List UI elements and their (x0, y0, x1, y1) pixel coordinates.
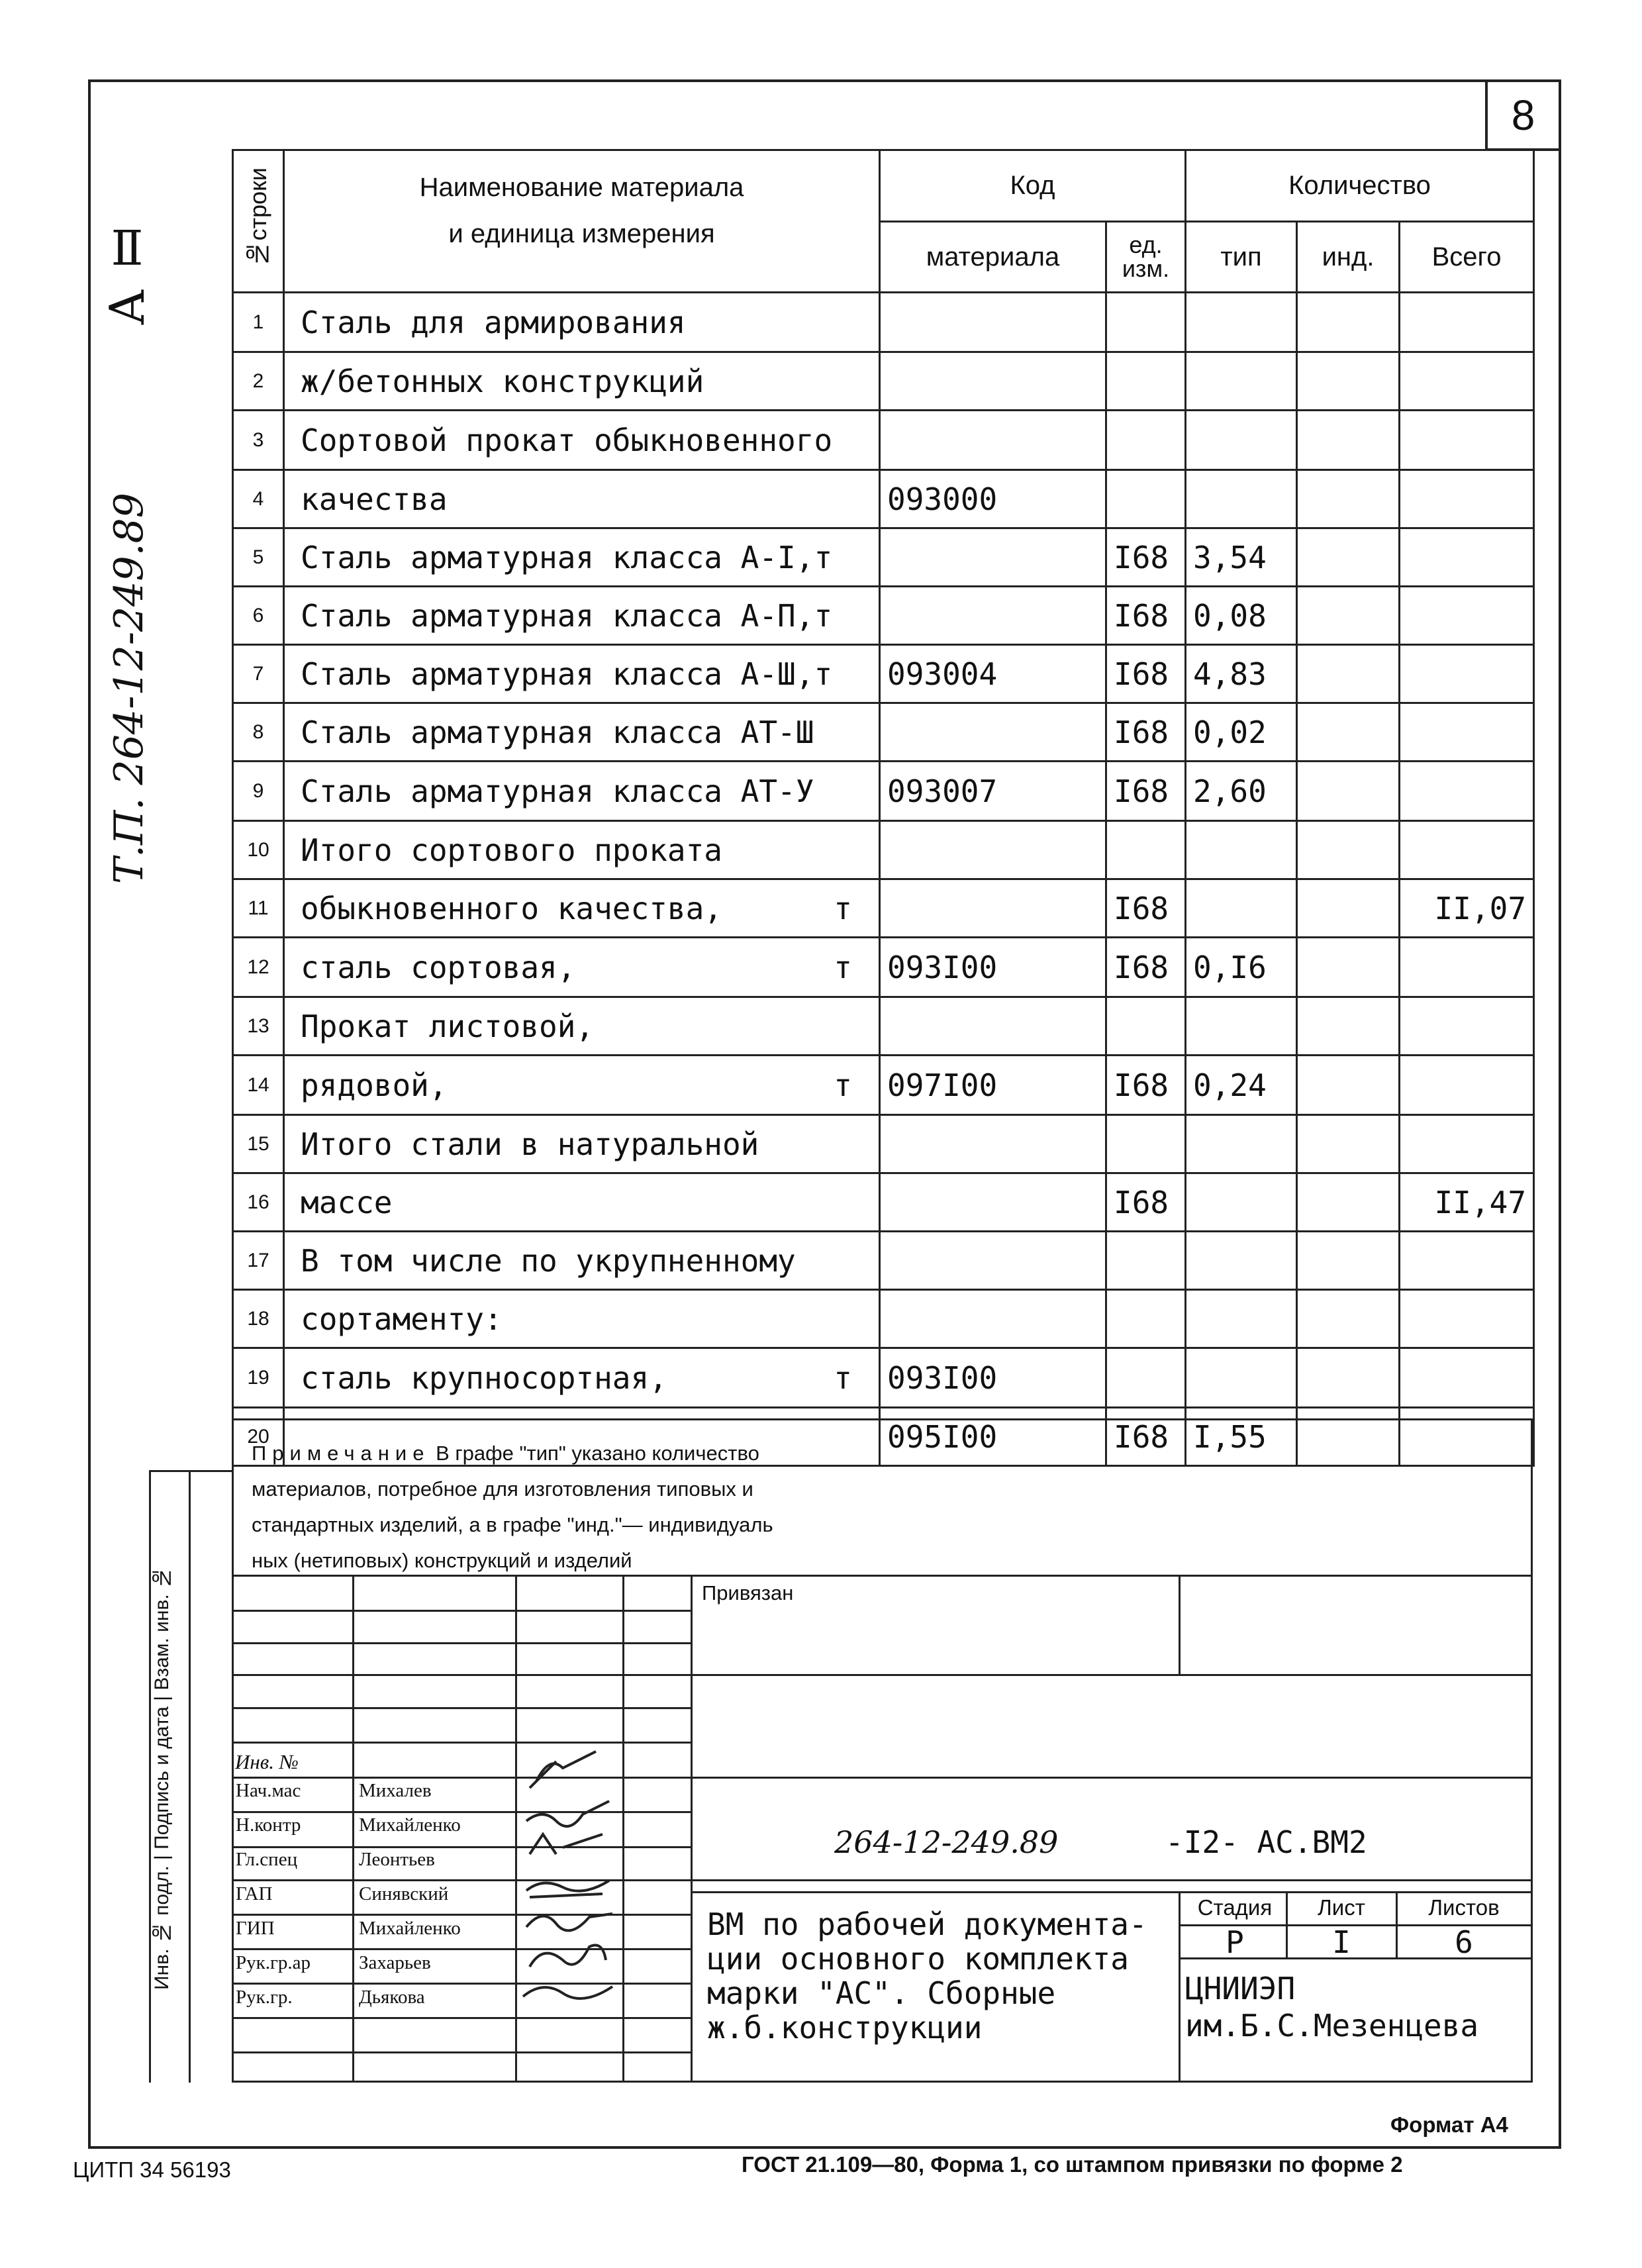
title-line1: ВМ по рабочей документа- (707, 1906, 1147, 1942)
material-name-text: Сталь арматурная класса АТ-У (301, 773, 814, 809)
qty-ind (1297, 293, 1400, 352)
stamp-person-name: Михайленко (359, 1918, 461, 1939)
qty-type: 2,60 (1186, 762, 1297, 821)
qty-type (1186, 879, 1297, 938)
material-name (284, 411, 880, 470)
row-number: 16 (233, 1173, 284, 1232)
unit-code: I68 (1106, 703, 1186, 762)
material-name (284, 821, 880, 879)
stamp-role: ГАП (236, 1883, 273, 1904)
material-code: 093004 (880, 645, 1106, 703)
material-name (284, 1290, 880, 1348)
qty-ind (1297, 1056, 1400, 1115)
title-line2: ции основного комплекта (707, 1941, 1129, 1977)
qty-total (1400, 645, 1534, 703)
stage-label: Стадия (1197, 1895, 1273, 1920)
stamp-person-name: Дьякова (359, 1987, 425, 2008)
qty-ind (1297, 879, 1400, 938)
note-line4: ных (нетиповых) конструкций и изделий (252, 1549, 632, 1572)
qty-ind (1297, 645, 1400, 703)
qty-ind (1297, 1348, 1400, 1408)
material-code: 093I00 (880, 938, 1106, 997)
qty-total (1400, 1056, 1534, 1115)
material-name (284, 997, 880, 1056)
row-number: 14 (233, 1056, 284, 1115)
qty-type (1186, 352, 1297, 411)
material-name-text: Сталь арматурная класса А-П,т (301, 597, 833, 634)
qty-total (1400, 997, 1534, 1056)
unit-code (1106, 352, 1186, 411)
row-number: 18 (233, 1290, 284, 1348)
qty-type (1186, 1115, 1297, 1173)
material-name (284, 762, 880, 821)
material-name (284, 703, 880, 762)
qty-ind (1297, 1290, 1400, 1348)
material-code (880, 879, 1106, 938)
footer-left-code: ЦИТП 34 56193 (73, 2157, 231, 2182)
stamp-person-name: Захарьев (359, 1952, 431, 1973)
gost-label: ГОСТ 21.109—80, Форма 1, со штампом привязки по форме 2 (742, 2152, 1403, 2177)
qty-type: 0,08 (1186, 587, 1297, 645)
material-code (880, 587, 1106, 645)
table-row (233, 1056, 1534, 1115)
table-row (233, 997, 1534, 1056)
row-number: 17 (233, 1232, 284, 1290)
qty-total (1400, 352, 1534, 411)
material-code (880, 821, 1106, 879)
table-row (233, 1173, 1534, 1232)
material-name (284, 1173, 880, 1232)
qty-total (1400, 938, 1534, 997)
stamp-role: ГИП (236, 1918, 275, 1939)
sheets-label: Листов (1428, 1895, 1500, 1920)
unit-code (1106, 470, 1186, 528)
qty-total: II,47 (1400, 1173, 1534, 1232)
qty-ind (1297, 587, 1400, 645)
material-name (284, 1056, 880, 1115)
table-row (233, 470, 1534, 528)
stamp-role: Рук.гр. (236, 1987, 293, 2008)
note-line2: материалов, потребное для изготовления типовых и (252, 1477, 753, 1501)
row-number: 5 (233, 528, 284, 587)
header-quantity: Количество (1186, 150, 1534, 222)
qty-total (1400, 1115, 1534, 1173)
unit-code (1106, 1232, 1186, 1290)
qty-type: I,55 (1186, 1408, 1297, 1466)
material-code (880, 293, 1106, 352)
qty-ind (1297, 352, 1400, 411)
material-code: 093000 (880, 470, 1106, 528)
unit-code (1106, 821, 1186, 879)
qty-total (1400, 528, 1534, 587)
table-row (233, 703, 1534, 762)
qty-total (1400, 821, 1534, 879)
header-name (284, 150, 880, 293)
material-name-text: качества (301, 481, 448, 517)
table-row (233, 879, 1534, 938)
side-code: Т.П. 264-12-249.89 (106, 493, 152, 885)
unit-code: I68 (1106, 528, 1186, 587)
header-qty-type: тип (1186, 222, 1297, 293)
qty-total: II,07 (1400, 879, 1534, 938)
note (252, 1436, 1112, 1579)
unit-code (1106, 293, 1186, 352)
header-qty-ind: инд. (1297, 222, 1400, 293)
header-code: Код (880, 150, 1186, 222)
unit-code (1106, 411, 1186, 470)
qty-type: 3,54 (1186, 528, 1297, 587)
material-name-text: рядовой, (301, 1067, 448, 1103)
material-name (284, 587, 880, 645)
unit-code (1106, 1348, 1186, 1408)
unit-code (1106, 997, 1186, 1056)
material-code: 097I00 (880, 1056, 1106, 1115)
material-name-text: массе (301, 1184, 393, 1220)
unit-code: I68 (1106, 1408, 1186, 1466)
row-number: 6 (233, 587, 284, 645)
qty-type (1186, 997, 1297, 1056)
qty-type (1186, 293, 1297, 352)
row-number: 15 (233, 1115, 284, 1173)
stamp-person-name: Леонтьев (359, 1849, 435, 1870)
row-number: 3 (233, 411, 284, 470)
org-line1: ЦНИИЭП (1185, 1971, 1296, 2006)
material-name (284, 1348, 880, 1408)
material-unit: т (834, 949, 852, 985)
qty-type: 0,02 (1186, 703, 1297, 762)
material-name-text: Сталь для армирования (301, 304, 686, 340)
note-line1: В графе "тип" указано количество (436, 1442, 759, 1465)
header-qty-total: Всего (1400, 222, 1534, 293)
header-code-unit: ед. изм. (1106, 222, 1186, 293)
material-name (284, 1115, 880, 1173)
table-row (233, 587, 1534, 645)
header-row-no: №строки (233, 150, 284, 293)
qty-type (1186, 1290, 1297, 1348)
table-row (233, 411, 1534, 470)
unit-code: I68 (1106, 879, 1186, 938)
material-code (880, 411, 1106, 470)
row-number: 7 (233, 645, 284, 703)
material-code (880, 997, 1106, 1056)
material-code: 095I00 (880, 1408, 1106, 1466)
qty-total (1400, 411, 1534, 470)
qty-total (1400, 470, 1534, 528)
material-name (284, 528, 880, 587)
format-label: Формат А4 (1390, 2112, 1508, 2137)
table-bottom-border (232, 1418, 1533, 1420)
material-name (284, 293, 880, 352)
qty-total (1400, 1348, 1534, 1408)
qty-total (1400, 293, 1534, 352)
doc-code-print: -I2- АС.ВМ2 (1165, 1824, 1367, 1860)
stamp-person-name: Синявский (359, 1883, 449, 1904)
material-code (880, 703, 1106, 762)
table-row (233, 1348, 1534, 1408)
table-row (233, 938, 1534, 997)
unit-code: I68 (1106, 1056, 1186, 1115)
unit-code: I68 (1106, 762, 1186, 821)
material-name-text: обыкновенного качества, (301, 890, 722, 926)
material-unit: т (834, 890, 852, 926)
material-name (284, 1232, 880, 1290)
row-number: 10 (233, 821, 284, 879)
unit-code: I68 (1106, 938, 1186, 997)
material-code (880, 1115, 1106, 1173)
row-number: 11 (233, 879, 284, 938)
unit-code: I68 (1106, 1173, 1186, 1232)
material-name-text: Сталь арматурная класса АТ-Ш (301, 714, 814, 750)
material-code (880, 1173, 1106, 1232)
inv-no-label: Инв. № (235, 1750, 299, 1773)
qty-ind (1297, 703, 1400, 762)
qty-type: 0,24 (1186, 1056, 1297, 1115)
stamp-role: Н.контр (236, 1814, 301, 1836)
stamp-role: Нач.мас (236, 1780, 301, 1801)
privyazan-label: Привязан (702, 1581, 794, 1604)
material-unit: т (834, 1359, 852, 1396)
material-name-text: ж/бетонных конструкций (301, 363, 704, 399)
sheets-value: 6 (1455, 1924, 1473, 1960)
material-code (880, 1290, 1106, 1348)
qty-ind (1297, 1115, 1400, 1173)
row-number: 12 (233, 938, 284, 997)
material-name (284, 938, 880, 997)
qty-type: 0,I6 (1186, 938, 1297, 997)
material-code (880, 352, 1106, 411)
material-name-text: В том числе по укрупненному (301, 1242, 796, 1279)
sheet-value: I (1332, 1924, 1351, 1960)
unit-code: I68 (1106, 645, 1186, 703)
organization (1185, 1970, 1478, 2044)
qty-total (1400, 1408, 1534, 1466)
material-code (880, 1232, 1106, 1290)
table-row (233, 821, 1534, 879)
table-row (233, 1115, 1534, 1173)
document-title (707, 1907, 1147, 2045)
doc-code-hand: 264-12-249.89 (834, 1824, 1059, 1860)
note-line3: стандартных изделий, а в графе "инд."— индивидуаль (252, 1513, 773, 1536)
signatures-drawing (516, 1748, 622, 2053)
note-title: Примечание (252, 1442, 430, 1465)
qty-type (1186, 821, 1297, 879)
qty-ind (1297, 1408, 1400, 1466)
material-name-text: Прокат листовой, (301, 1008, 595, 1044)
row-number: 20 (233, 1408, 284, 1466)
title-line4: ж.б.конструкции (707, 2010, 983, 2046)
material-unit: т (834, 1067, 852, 1103)
qty-type (1186, 1173, 1297, 1232)
material-name (284, 879, 880, 938)
material-name (284, 470, 880, 528)
qty-total (1400, 1290, 1534, 1348)
material-name-text: Сталь арматурная класса А-I,т (301, 539, 833, 575)
stage-value: Р (1226, 1924, 1244, 1960)
material-name-text: Итого сортового проката (301, 832, 722, 868)
qty-ind (1297, 1232, 1400, 1290)
qty-ind (1297, 1173, 1400, 1232)
qty-ind (1297, 997, 1400, 1056)
qty-total (1400, 1232, 1534, 1290)
unit-code (1106, 1115, 1186, 1173)
unit-code: I68 (1106, 587, 1186, 645)
qty-type (1186, 411, 1297, 470)
qty-type (1186, 470, 1297, 528)
header-name-line1: Наименование материала (419, 173, 744, 202)
stamp-person-name: Михалев (359, 1780, 432, 1801)
table-row (233, 528, 1534, 587)
material-name-text: сортаменту: (301, 1301, 503, 1337)
side-strip-labels: Инв. № подл. | Подпись и дата | Взам. инв. № (151, 1566, 173, 1990)
row-number: 13 (233, 997, 284, 1056)
table-row (233, 352, 1534, 411)
material-name-text: сталь сортовая, (301, 949, 576, 985)
header-code-material: материала (880, 222, 1106, 293)
material-code: 093I00 (880, 1348, 1106, 1408)
stamp-role: Гл.спец (236, 1849, 298, 1870)
sheet-label: Лист (1318, 1895, 1365, 1920)
row-number: 4 (233, 470, 284, 528)
qty-type: 4,83 (1186, 645, 1297, 703)
page-number: 8 (1511, 91, 1535, 139)
row-number: 1 (233, 293, 284, 352)
qty-total (1400, 587, 1534, 645)
table-row (233, 1232, 1534, 1290)
table-row (233, 293, 1534, 352)
stamp-person-name: Михайленко (359, 1814, 461, 1836)
material-code: 093007 (880, 762, 1106, 821)
material-name (284, 645, 880, 703)
qty-total (1400, 703, 1534, 762)
org-line2: им.Б.С.Мезенцева (1185, 2008, 1479, 2044)
qty-type (1186, 1348, 1297, 1408)
material-name-text: Сортовой прокат обыкновенного (301, 422, 833, 458)
material-table (232, 149, 1535, 1467)
material-code (880, 528, 1106, 587)
qty-ind (1297, 470, 1400, 528)
row-number: 19 (233, 1348, 284, 1408)
material-name-text: сталь крупносортная, (301, 1359, 667, 1396)
table-row (233, 1290, 1534, 1348)
material-name-text: Итого стали в натуральной (301, 1126, 759, 1162)
table-row (233, 762, 1534, 821)
material-name (284, 352, 880, 411)
qty-ind (1297, 762, 1400, 821)
header-name-line2: и единица измерения (448, 219, 715, 248)
row-number: 9 (233, 762, 284, 821)
page-number-box (1485, 79, 1561, 151)
stamp-role: Рук.гр.ар (236, 1952, 311, 1973)
side-album: А Ⅱ (99, 219, 155, 326)
table-row (233, 645, 1534, 703)
row-number: 2 (233, 352, 284, 411)
qty-total (1400, 762, 1534, 821)
row-number: 8 (233, 703, 284, 762)
qty-ind (1297, 938, 1400, 997)
material-name-text: Сталь арматурная класса А-Ш,т (301, 656, 833, 692)
unit-code (1106, 1290, 1186, 1348)
qty-ind (1297, 528, 1400, 587)
qty-ind (1297, 411, 1400, 470)
title-line3: марки "АС". Сборные (707, 1975, 1056, 2011)
qty-type (1186, 1232, 1297, 1290)
qty-ind (1297, 821, 1400, 879)
